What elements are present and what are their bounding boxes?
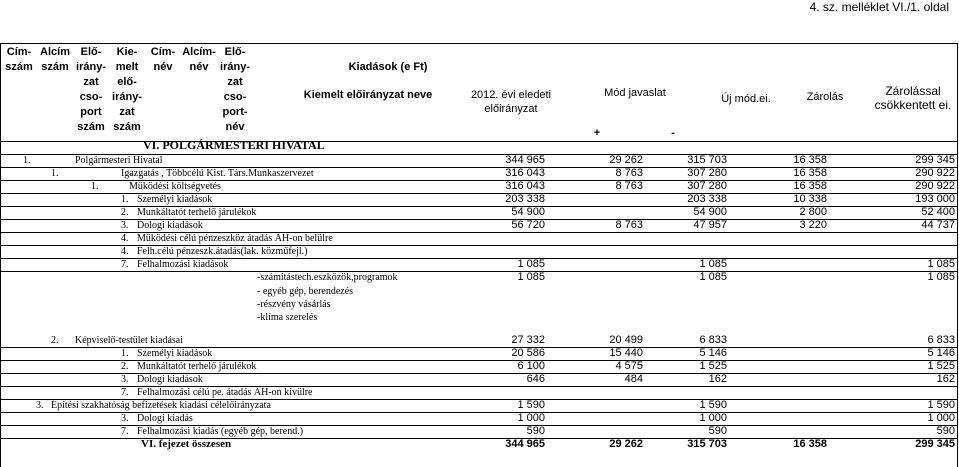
row-value-a: 6 100 — [517, 360, 545, 372]
row-value-c: 193 000 — [915, 193, 955, 205]
row-value-u: 162 — [708, 373, 727, 385]
row-value-u: 315 703 — [687, 154, 727, 166]
row-value-z: 2 800 — [799, 206, 827, 218]
table-row — [1, 412, 957, 426]
row-value-a: 344 965 — [505, 438, 545, 450]
row-label: Polgármesteri Hivatal — [75, 155, 163, 166]
row-value-u: 1 085 — [699, 258, 727, 270]
header-cim-szam: Cím- szám — [5, 46, 33, 73]
row-value-a: 27 332 — [511, 334, 545, 346]
row-value-p: 29 262 — [609, 438, 643, 450]
row-value-z: 10 338 — [793, 193, 827, 205]
table-row — [1, 258, 957, 272]
header-plus: + — [593, 127, 601, 139]
row-value-u: 1 000 — [699, 412, 727, 424]
table-row — [1, 271, 957, 284]
header-zarolassal-csokkentett: Zárolással csökkentett ei. — [874, 84, 952, 112]
row-value-u: 47 957 — [693, 219, 727, 231]
table-row — [1, 347, 957, 361]
header-minus: - — [671, 127, 675, 139]
budget-table — [0, 43, 958, 467]
row-value-z: 16 358 — [793, 154, 827, 166]
row-value-c: 290 922 — [915, 180, 955, 192]
row-value-a: 590 — [526, 425, 545, 437]
row-value-a: 203 338 — [505, 193, 545, 205]
row-label: - egyéb gép, berendezés — [257, 286, 354, 297]
row-value-a: 316 043 — [505, 180, 545, 192]
row-value-u: 54 900 — [693, 206, 727, 218]
row-value-c: 1 085 — [927, 258, 955, 270]
table-row — [1, 245, 957, 259]
row-value-c: 1 085 — [927, 271, 955, 283]
row-value-z: 16 358 — [793, 167, 827, 179]
row-value-a: 646 — [526, 373, 545, 385]
row-value-c: 5 146 — [927, 347, 955, 359]
row-label: Dologi kiadások — [137, 220, 203, 231]
row-number: 2. — [51, 335, 59, 346]
header-eloiranyzat-csoport-nev: Elő- irány- zat cso- port- név — [220, 46, 250, 133]
row-value-a: 1 085 — [517, 258, 545, 270]
row-value-c: 290 922 — [915, 167, 955, 179]
row-label: Építési szakhatóság befizetések kiadási célelőirányzata — [51, 400, 271, 411]
row-value-c: 299 345 — [915, 154, 955, 166]
row-label: Felh.célú pénzeszk.átadás(lak. közműfejl.) — [137, 246, 308, 257]
row-value-p: 4 575 — [615, 360, 643, 372]
row-label: Munkáltatót terhelő járulékok — [137, 207, 257, 218]
row-number: 1. — [121, 348, 129, 359]
row-label: Működési célú pénzeszköz átadás ÁH-on belülre — [137, 233, 333, 244]
row-number: 7. — [121, 259, 129, 270]
table-row — [1, 298, 957, 311]
row-number: 3. — [121, 413, 129, 424]
table-row — [1, 193, 957, 207]
table-row — [1, 285, 957, 298]
table-row — [1, 219, 957, 233]
row-value-z: 16 358 — [793, 438, 827, 450]
row-value-c: 44 737 — [921, 219, 955, 231]
table-row — [1, 232, 957, 246]
table-row — [1, 311, 957, 324]
row-value-a: 1 085 — [517, 271, 545, 283]
row-number: 4. — [121, 246, 129, 257]
row-value-u: 315 703 — [687, 438, 727, 450]
table-row — [1, 206, 957, 220]
row-label: Felhalmozási kiadás (egyéb gép, berend.) — [137, 426, 304, 437]
header-eloiranyzat-csoport-szam: Elő- irány- zat cso- port szám — [76, 46, 106, 133]
row-value-p: 8 763 — [615, 180, 643, 192]
row-value-u: 590 — [708, 425, 727, 437]
row-value-c: 1 525 — [927, 360, 955, 372]
row-value-c: 590 — [936, 425, 955, 437]
table-row — [1, 180, 957, 194]
table-row — [1, 399, 957, 413]
table-row — [1, 373, 957, 387]
row-value-a: 56 720 — [511, 219, 545, 231]
row-value-u: 6 833 — [699, 334, 727, 346]
header-kiemelt-eloiranyzat-szam: Kie- melt elő- irány- zat szám — [112, 46, 142, 133]
table-row — [1, 438, 957, 451]
table-row — [1, 334, 957, 348]
row-value-c: 52 400 — [921, 206, 955, 218]
row-value-u: 1 590 — [699, 399, 727, 411]
row-label: Működési költségvetés — [129, 181, 221, 192]
table-row — [1, 360, 957, 374]
header-kiemelt-eloiranyzat-neve: Kiemelt előirányzat neve — [303, 89, 433, 101]
row-value-p: 15 440 — [609, 347, 643, 359]
row-value-c: 6 833 — [927, 334, 955, 346]
row-value-c: 299 345 — [915, 438, 955, 450]
row-value-c: 162 — [936, 373, 955, 385]
row-label: -részvény vásárlás — [257, 299, 331, 310]
row-value-p: 8 763 — [615, 219, 643, 231]
header-zarolas: Zárolás — [806, 91, 844, 103]
row-value-c: 1 590 — [927, 399, 955, 411]
header-kiadasok: Kiadások (e Ft) — [348, 61, 428, 73]
section-title: VI. POLGÁRMESTERI HIVATAL — [143, 138, 325, 152]
row-value-a: 344 965 — [505, 154, 545, 166]
row-label: -klíma szerelés — [257, 312, 318, 323]
row-value-a: 20 586 — [511, 347, 545, 359]
row-number: 7. — [121, 426, 129, 437]
row-label: Dologi kiadások — [137, 374, 203, 385]
row-number: 1. — [121, 194, 129, 205]
header-alcim-nev: Alcím- név — [182, 46, 216, 73]
table-row — [1, 386, 957, 400]
row-number: 4. — [121, 233, 129, 244]
row-label: Felhalmozási kiadások — [137, 259, 229, 270]
row-value-z: 3 220 — [799, 219, 827, 231]
row-value-p: 484 — [624, 373, 643, 385]
row-number: 7. — [121, 387, 129, 398]
table-row — [1, 167, 957, 181]
row-number: 1. — [51, 168, 59, 179]
row-number: 3. — [36, 400, 44, 411]
row-value-z: 16 358 — [793, 180, 827, 192]
header-mod-javaslat: Mód javaslat — [604, 87, 666, 99]
row-value-u: 307 280 — [687, 167, 727, 179]
row-value-a: 1 590 — [517, 399, 545, 411]
row-label: Személyi kiadások — [137, 348, 213, 359]
header-cim-nev: Cím- név — [150, 46, 176, 73]
row-label: Képviselő-testület kiadásai — [75, 335, 184, 346]
row-number: 1. — [91, 181, 99, 192]
row-value-p: 20 499 — [609, 334, 643, 346]
row-label: Dologi kiadás — [137, 413, 193, 424]
header-alcim-szam: Alcím szám — [40, 46, 70, 73]
row-number: 2. — [121, 361, 129, 372]
row-label: Személyi kiadások — [137, 194, 213, 205]
row-value-c: 1 000 — [927, 412, 955, 424]
row-value-u: 1 525 — [699, 360, 727, 372]
header-uj-mod-ei: Új mód.ei. — [721, 93, 771, 105]
row-value-u: 1 085 — [699, 271, 727, 283]
row-number: 1. — [23, 155, 31, 166]
row-number: 3. — [121, 220, 129, 231]
table-header — [1, 44, 957, 142]
row-number: 2. — [121, 207, 129, 218]
row-label: VI. fejezet összesen — [141, 438, 232, 450]
row-value-a: 54 900 — [511, 206, 545, 218]
header-eredeti-eloiranyzat: 2012. évi eledeti előirányzat — [470, 89, 552, 115]
page-reference: 4. sz. melléklet VI./1. oldal — [809, 0, 949, 14]
row-value-p: 29 262 — [609, 154, 643, 166]
row-value-p: 8 763 — [615, 167, 643, 179]
row-label: Igazgatás , Többcélú Kist. Társ.Munkaszervezet — [121, 168, 314, 179]
table-row — [1, 154, 957, 168]
row-label: Felhalmozási célú pe. átadás ÁH-on kívülre — [137, 387, 313, 398]
table-row — [1, 425, 957, 439]
row-number: 3. — [121, 374, 129, 385]
row-value-u: 5 146 — [699, 347, 727, 359]
row-value-u: 307 280 — [687, 180, 727, 192]
row-label: Munkáltatót terhelő járulékok — [137, 361, 257, 372]
row-value-a: 316 043 — [505, 167, 545, 179]
row-value-a: 1 000 — [517, 412, 545, 424]
row-value-u: 203 338 — [687, 193, 727, 205]
row-label: -számítástech.eszközök,programok — [257, 272, 398, 283]
